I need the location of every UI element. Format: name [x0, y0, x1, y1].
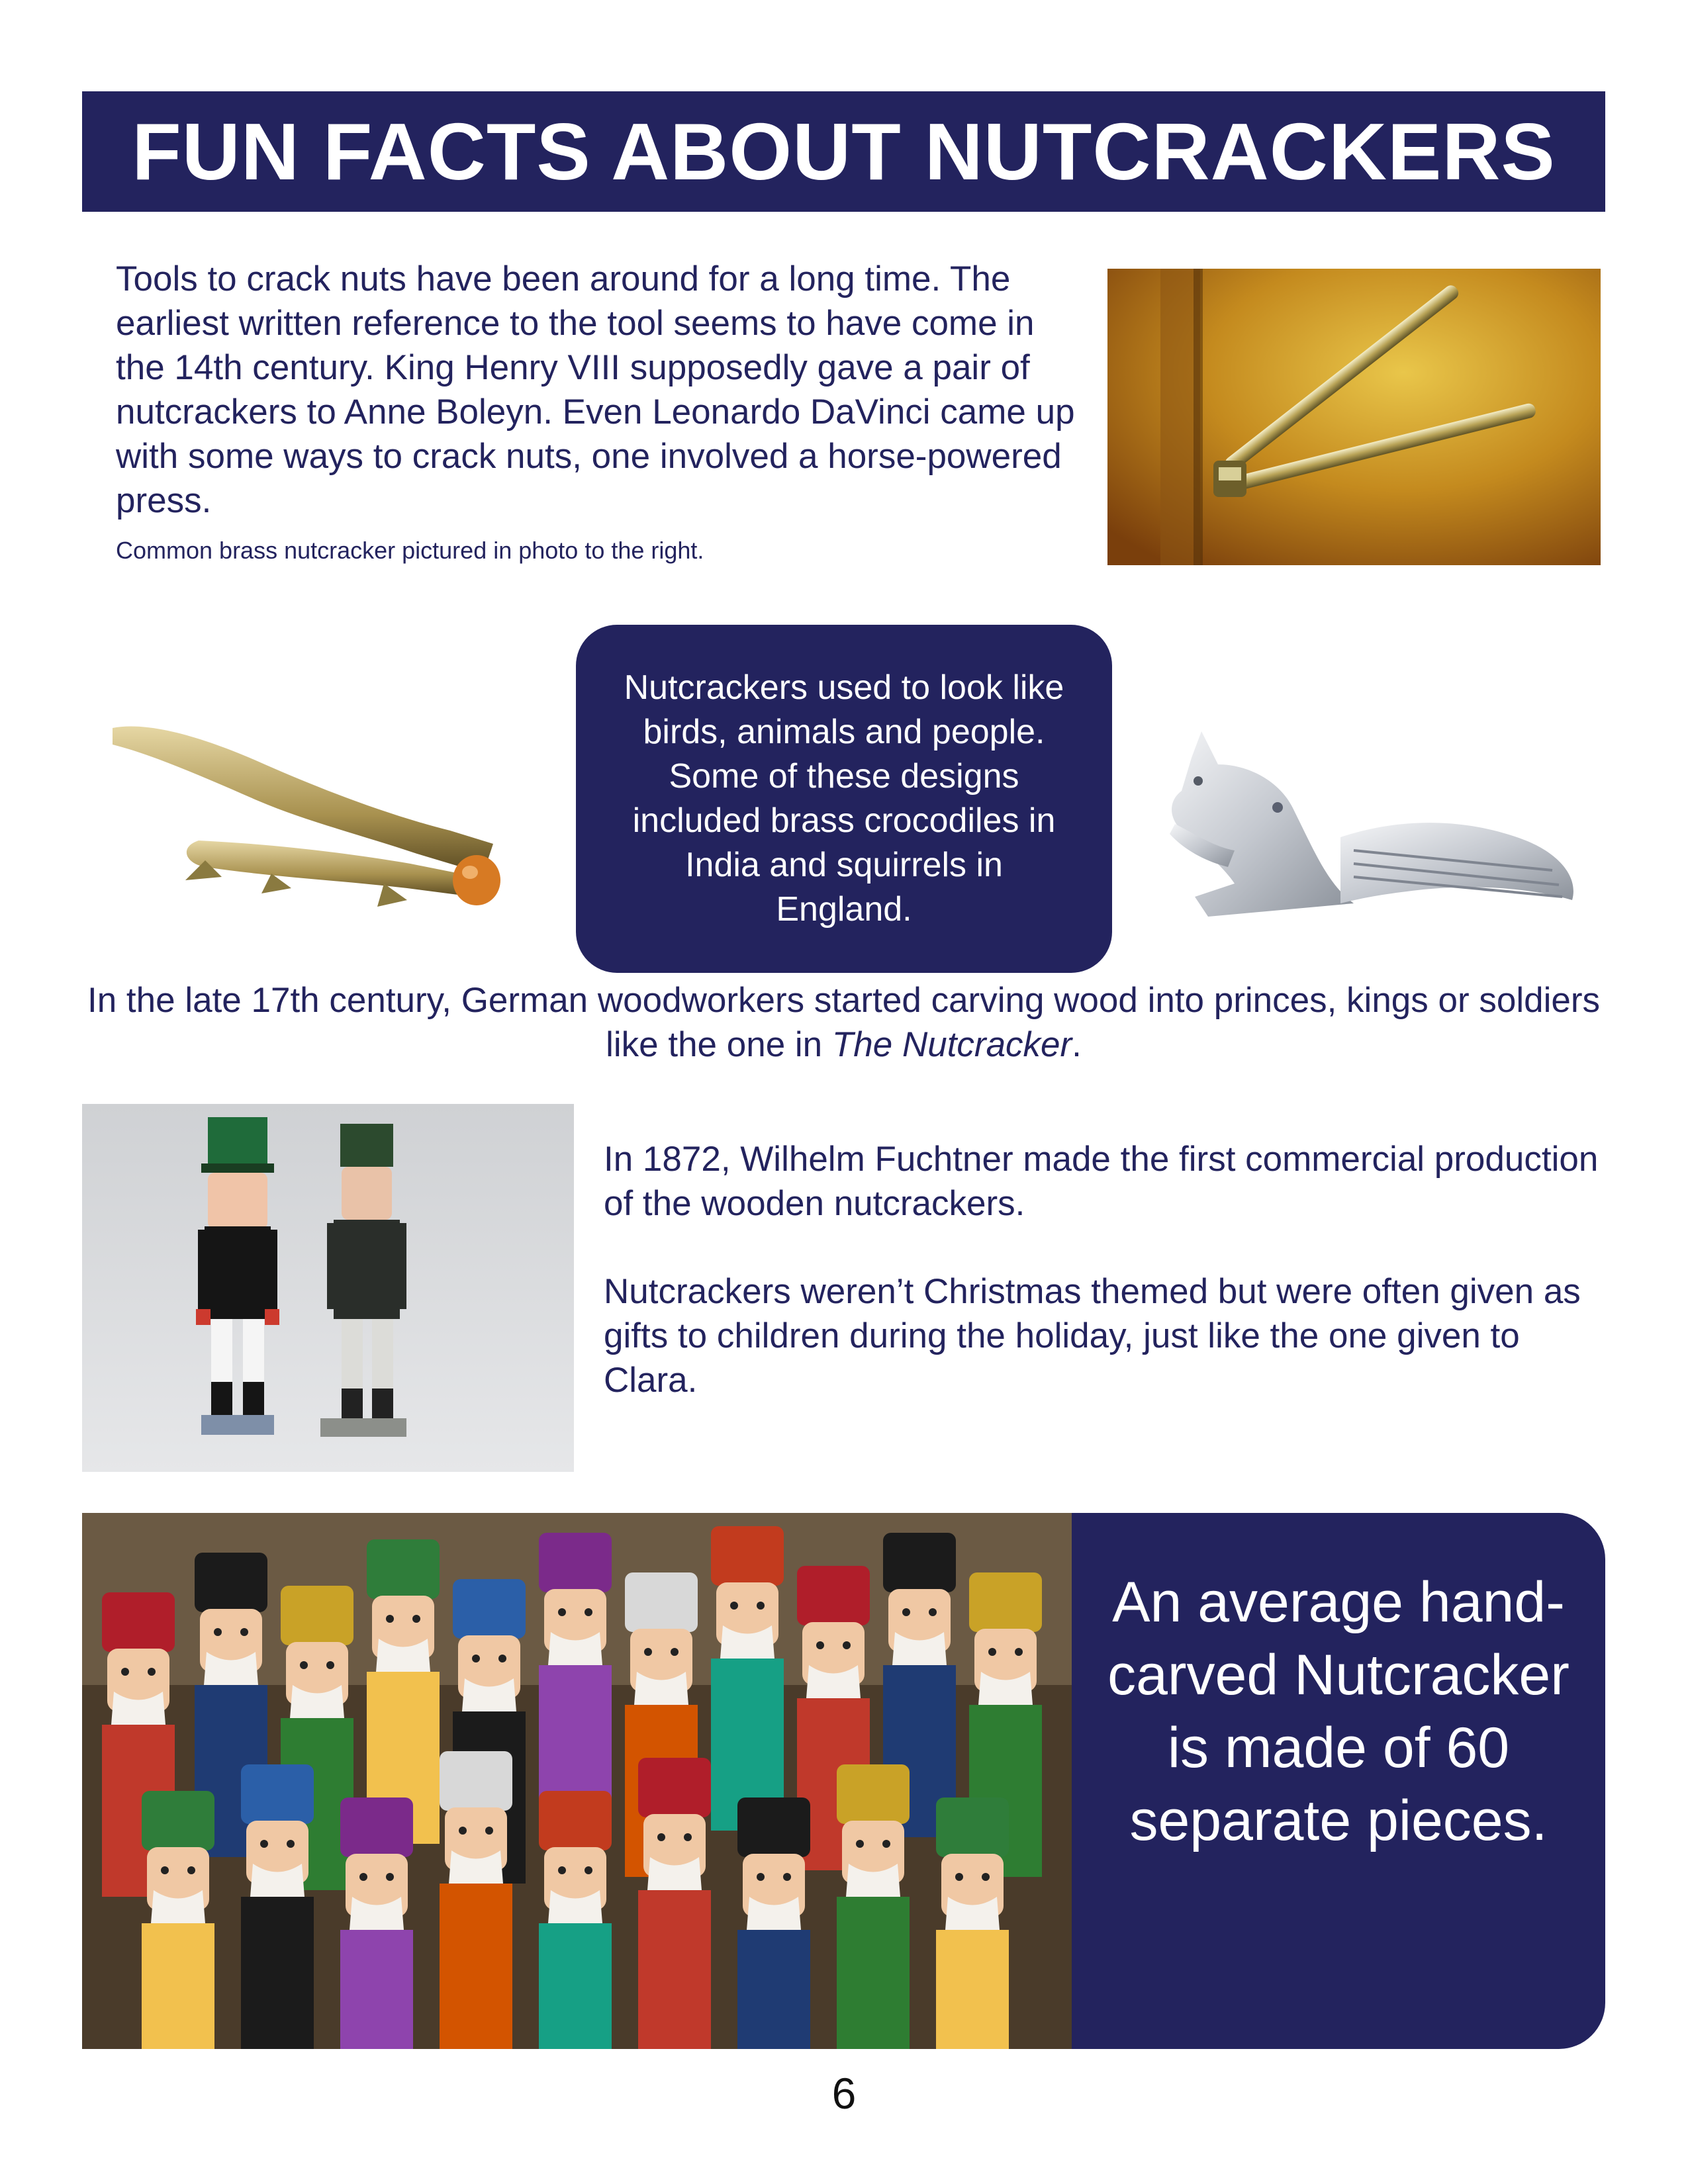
- title-banner: [82, 91, 1605, 212]
- squirrel-nutcracker-photo: [1155, 718, 1585, 936]
- page-number: 6: [831, 2069, 857, 2118]
- collection-figure: [638, 1758, 711, 2049]
- photo-caption: Common brass nutcracker pictured in photo to the right.: [116, 537, 704, 564]
- collection-figure: [539, 1791, 612, 2049]
- gifts-paragraph: Nutcrackers weren’t Christmas themed but were often given as gifts to children during the holiday, just like the one given to Clara.: [604, 1272, 1581, 1400]
- collection-figure: [340, 1797, 413, 2049]
- collection-figure: [440, 1751, 512, 2049]
- nutcracker-title: The Nutcracker: [831, 1025, 1072, 1064]
- collection-figure: [936, 1797, 1009, 2049]
- crocodile-nutcracker-photo: [106, 715, 530, 927]
- fact-box-text: Nutcrackers used to look like birds, animals and people. Some of these designs included brass crocodiles in India and squirrels in England.: [624, 668, 1064, 929]
- collection-figure: [837, 1764, 910, 2049]
- woodworkers-paragraph: [82, 978, 1605, 1067]
- brass-nutcracker-photo: [1107, 269, 1601, 565]
- page-title: FUN FACTS ABOUT NUTCRACKERS: [132, 107, 1556, 197]
- fact-box: [576, 625, 1112, 973]
- collection-figure: [737, 1797, 810, 2049]
- collection-figure: [241, 1764, 314, 2049]
- intro-paragraph: Tools to crack nuts have been around for a long time. The earliest written reference to the tool seems to have come in the 14th century. King Henry VIII supposedly gave a pair of nutcrackers to Anne Boleyn. Even Leonardo DaVinci came up with some ways to crack nuts, one involved a horse-powered press.: [116, 259, 1075, 520]
- woodworkers-text: In the late 17th century, German woodworkers started carving wood into princes, kings or soldiers like the one in: [87, 981, 1600, 1064]
- woodworkers-text-end: .: [1072, 1025, 1082, 1064]
- callout-box: [1072, 1513, 1605, 2049]
- callout-text: An average hand-carved Nutcracker is made of 60 separate pieces.: [1107, 1570, 1570, 1852]
- wooden-nutcrackers-photo: [82, 1104, 574, 1472]
- collection-figure: [711, 1526, 784, 1831]
- nutcracker-collection-photo: [82, 1513, 1072, 2049]
- fuchtner-paragraph: In 1872, Wilhelm Fuchtner made the first commercial production of the wooden nutcrackers.: [604, 1140, 1599, 1223]
- collection-figure: [142, 1791, 214, 2049]
